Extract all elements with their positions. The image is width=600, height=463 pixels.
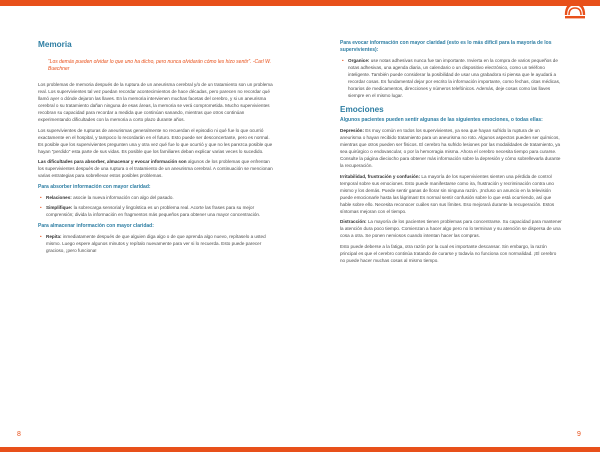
absorb-list bbox=[38, 194, 274, 218]
right-page-column bbox=[340, 40, 562, 267]
top-accent-bar bbox=[0, 0, 600, 6]
bullet-icon: • bbox=[40, 205, 42, 210]
emotion-label: Distracción: bbox=[340, 219, 367, 224]
item-label: Simplifique: bbox=[46, 205, 73, 210]
closing-paragraph: Esto puede deberse a la fatiga, otra razón por la cual es importante descansar. Sin embargo, la razón principal es que el cerebro continúa tratando de curarse y todavía no funciona con normalidad. ¡El cerebro no puede hacer muchas cosas al mismo tiempo. bbox=[340, 243, 557, 263]
item-label: Relaciones: bbox=[46, 195, 72, 200]
emotion-label: Irritabilidad, frustración y confusión: bbox=[340, 173, 421, 179]
brain-logo-icon bbox=[564, 2, 586, 20]
item-text: use notas adhesivas nunca fue tan importante. Invierta en la compra de varios pequeños de notas adhesivas, una agenda diaria, un calendario o un dispositivo electrónico, como un teléfono inteligente. También puede considerar la posibilidad de usar una grabadora si piensa que le ayudará a recordar cosas. Es fundamental dejar por escrito la información importante, como fechas, citas médicas, horarios de medicamentos, direcciones y números telefónicos. Además, deje cosas como las llaves siempre en el mismo lugar. bbox=[348, 58, 561, 98]
page-number-right: 9 bbox=[577, 431, 581, 438]
emotion-label: Depresión: bbox=[340, 128, 364, 133]
page-number-left: 8 bbox=[17, 431, 21, 438]
item-text: inmediatamente después de que alguien diga algo o de que aprenda algo nuevo, repítaselo a usted mismo. Luego espere algunos minutos y repítalo nuevamente para ver si lo recuerda. Esto puede parecer gracioso, ¡pero funciona! bbox=[46, 234, 266, 253]
left-page-column bbox=[38, 40, 274, 257]
emotion-irritabilidad bbox=[340, 173, 562, 215]
emotion-text: Es muy común en todos los supervivientes, ya sea que hayan sufrido la ruptura de un aneurisma o hayan recibido tratamiento para un aneurisma no roto. Algunos aspectos pueden ser químicos, mientras que otros pueden ser físicos. El cerebro ha sufrido lesiones por las modalidades de tratamiento, ya sea quirúrgico o endovascular, o por la hemorragia misma. Ahora el cerebro necesita tiempo para curarse. Consulte la página dieciocho para obtener más información sobre la depresión y cómo sobrellevarla durante la recuperación. bbox=[340, 128, 561, 168]
bullet-icon: • bbox=[40, 195, 42, 200]
item-text: asocie la nueva información con algo del pasado. bbox=[71, 195, 174, 200]
emotion-distraccion bbox=[340, 218, 562, 239]
list-item bbox=[38, 204, 274, 218]
emotion-depresion bbox=[340, 127, 562, 169]
quote-text: “Los demás pueden olvidar lo que uno ha dicho, pero nunca olvidarán cómo les hizo sentir”. bbox=[48, 59, 252, 65]
memoria-heading: Memoria bbox=[38, 40, 72, 49]
item-label: Organice: bbox=[348, 58, 370, 63]
bullet-icon: • bbox=[40, 234, 42, 239]
list-item bbox=[38, 233, 274, 254]
item-text: la sobrecarga sensorial y lingüística es un problema real. Acorte las frases para su mejor comprensión; divida la información en fragmentos más pequeños para obtener una mayor concentración. bbox=[46, 205, 261, 217]
bottom-accent-bar bbox=[0, 447, 600, 452]
bullet-icon: • bbox=[342, 58, 344, 63]
emociones-heading: Emociones bbox=[340, 105, 384, 114]
pull-quote bbox=[48, 59, 274, 73]
list-item bbox=[340, 57, 562, 99]
memoria-paragraph-1: Los problemas de memoria después de la ruptura de un aneurisma cerebral y/o de un tratamiento son un problema real. Los supervivientes tal vez puedan recordar acontecimientos de hace décadas, pero parecen no recordar qué llamó ayer o dónde dejaron las llaves. En la memoria intervienen muchas facetas del cerebro, y si un aneurisma cerebral o su tratamiento dañan ninguna de esas áreas, la memoria se verá comprometida. Mucho supervivientes recobran su capacidad para recordar a medida que continúan sanando, mientras que otros continúan experimentando dificultades con la memoria a corto plazo durante años. bbox=[38, 82, 273, 122]
store-subheading: Para almacenar información con mayor claridad: bbox=[38, 223, 154, 229]
difficulties-bold: Las dificultades para absorber, almacenar y evocar información son bbox=[38, 159, 187, 164]
emotion-text: La mayoría de los pacientes tienen problemas para concentrarse. Su capacidad para mantener la atención dura poco tiempo. Comienzan a hacer algo pero no lo terminan y su atención se dispersa de una cosa a otra. Se ponen nerviosos cuando intentan hacer las compras. bbox=[340, 219, 562, 238]
difficulties-text: algunos de los problemas que enfrentan los supervivientes después de una ruptura o el tratamiento de un aneurisma cerebral. A continuación se mencionan varias estrategias para sobrellevar estos posibles problemas. bbox=[38, 159, 273, 178]
emociones-subtitle: Algunos pacientes pueden sentir algunas de las siguientes emociones, o todas ellas: bbox=[340, 117, 543, 123]
evoke-list bbox=[340, 57, 562, 99]
emotion-text: La mayoría de los supervivientes sienten una pérdida de control temporal sobre sus emociones. Esto puede manifestarse como ira, frustración y recriminación contra uno mismo y los demás. Puede sentir ganas de llorar sin ninguna razón. ¡Incluso un anuncio en la televisión puede emocionarle hasta las lágrimas! Es normal sentir confusión sobre lo que está ocurriendo, así que hable sobre ello. Necesita reconocer cuáles son sus límites. Eso mejorará durante la recuperación. Estos síntomas mejoran con el tiempo. bbox=[340, 173, 555, 214]
memoria-paragraph-2: Los supervivientes de rupturas de aneurismas generalmente no recuerdan el episodio ni qué fue lo que ocurrió exactamente en el hospital, y tampoco lo recordarán en el futuro. Esto puede ser desconcertante, pero es normal. Es posible que los supervivientes pregunten una y otra vez qué fue lo que ocurrió y que no les parezca posible que hayan "perdido" esta parte de sus vidas. Es posible que los familiares deban explicar varias veces lo sucedido. bbox=[38, 127, 273, 154]
absorb-subheading: Para absorber información con mayor claridad: bbox=[38, 184, 151, 190]
list-item bbox=[38, 194, 274, 201]
memoria-paragraph-3 bbox=[38, 158, 274, 179]
store-list bbox=[38, 233, 274, 254]
evoke-subheading: Para evocar información con mayor claridad (esto es lo más difícil para la mayoría de los supervivientes): bbox=[340, 40, 552, 53]
quote-author: -Carl W. Buechner bbox=[48, 59, 272, 72]
item-label: Repita: bbox=[46, 234, 62, 239]
